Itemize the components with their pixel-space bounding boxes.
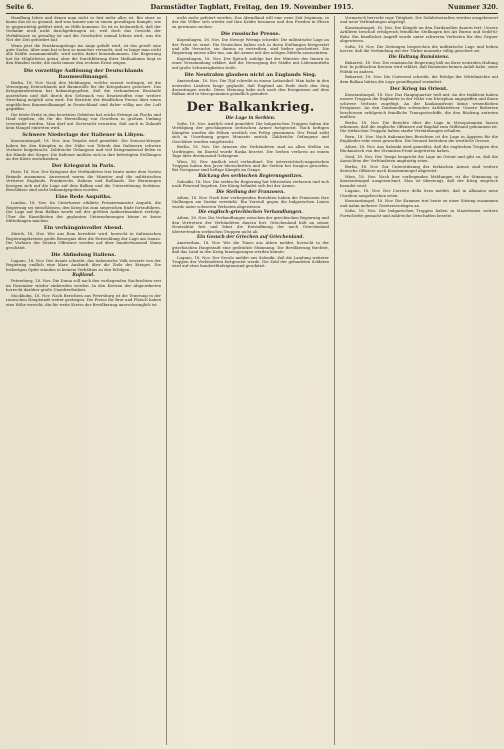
article-paragraph: Sofia, 18. Nov. Amtlich wird gemeldet: Die bulgarischen Truppen haben die Verfolgung der geschlagenen serbischen Armee fortgesetzt. Nach heftigen Kämpfen wurden die Höhen westlich von Prilep genommen. Der Feind zieht sich in Unordnung gegen Monastir zurück. Zahlreiche Gefangene und Geschütze wurden eingebracht. [172,120,329,144]
article-paragraph: Stockholm, 18. Nov. Nach Berichten aus Petersburg ist die Teuerung in der russischen Hauptstadt weiter gestiegen. Die Preise für Brot und Fleisch haben eine Höhe erreicht, die für weite Kreise der Bevölkerung unerschwinglich ist. [6,292,161,307]
article-paragraph: Vormarsch herrscht rege Tätigkeit. Die Zufahrtsstraßen werden ausgebessert und neue Verbindungen angelegt. [340,16,498,25]
section-headline: Rußland. [72,273,95,279]
article-paragraph: Genf, 18. Nov. Der Temps bespricht die Lage im Orient und gibt zu, daß die Aussichten der Verbündeten ungünstig seien. [340,154,498,164]
page-header [6,3,498,13]
article-paragraph: Bern, 18. Nov. Nach italienischen Berichten ist die Lage in Ägypten für die Engländer sehr ernst geworden. Die Senussi bedrohen die westliche Grenze. [340,134,498,144]
article-paragraph: Kopenhagen, 18. Nov. Der Rjetsch zufolge hat der Minister des Innern in einer Versammlung erklärt, daß die Versorgung der Städte mit Lebensmitteln auf große Schwierigkeiten stoße. [172,56,329,70]
column-2 [172,16,329,745]
article-paragraph: Konstantinopel, 18. Nov. Die Kämpfe an den Dardanellen dauern fort. Unsere Artillerie beschoß erfolgreich feindliche Stellungen bei Ari Burnu und Sedd-ül-Bahr. Ein feindlicher Angriff wurde unter schweren Verlusten für den Gegner abgewiesen. [340,25,498,44]
article-paragraph: Sofia, 18. Nov. Die Zeitungen besprechen die militärische Lage und heben hervor, daß die Verbindung mit der Türkei nunmehr völlig gesichert sei. [340,43,498,54]
section-headline: Schwere Niederlage der Italiener in Libyen. [22,132,145,139]
article-paragraph: Wien, 18. Nov. Nach hier vorliegenden Meldungen ist die Stimmung in Konstantinopel ausgezeichnet. Man ist überzeugt, daß der Krieg siegreich beendet wird. [340,174,498,188]
article-paragraph: Berlin, 18. Nov. Nach den Meldungen, welche zurzeit vorliegen, ist die Versorgung Deutschlands mit Baumwolle für die Kriegsdauer gesichert. Das Kriegsministerium hat bekanntgegeben, daß die vorhandenen Bestände ausreichen und daß durch den Gebrauch von Ersatzstoffen eine weitere Streckung möglich sein wird. Die Berichte der feindlichen Presse über einen angeblichen Baumwollmangel in Deutschland sind daher völlig aus der Luft gegriffen. [6,79,161,112]
section-headline: Der Balkankrieg. [186,99,315,115]
article-paragraph: Berlin, 18. Nov. Die Armeen der Verbündeten sind an allen Stellen im Vordringen. Im Ibartal wurde Raska besetzt. Die Serben verloren an einem Tage über dreitausend Gefangene. [172,144,329,158]
masthead-line: Darmstädter Tagblatt, Freitag, den 19. November 1915. [150,3,354,11]
section-headline: Die Lage in Serbien. [225,115,276,121]
section-headline: Der Krieg im Orient. [390,86,448,93]
article-paragraph: Bukarest, 18. Nov. Die rumänische Regierung hält an ihrer neutralen Haltung fest. In politischen Kreisen wird erklärt, daß Rumänien keinen Anlaß habe, seine Politik zu ändern. [340,59,498,74]
article-paragraph: Amsterdam, 18. Nov. Die Tijd schreibt in einem Leitartikel: Man habe in den neutralen Ländern lange geglaubt, daß England am Ende doch den Sieg davontragen werde. Diese Meinung habe sich nach den Ereignissen auf dem Balkan und in Mesopotamien gründlich geändert. [172,78,329,97]
section-headline: Die englisch-griechischen Verhandlungen. [198,210,303,216]
section-headline: Die Abfindung Italiens. [51,252,116,259]
column-divider [166,16,167,745]
article-paragraph: Wien, 18. Nov. Amtlich wird verlautbart: Die österreichisch-ungarischen Truppen haben den Javor überschritten und die Serben bei Ivanjica geworfen. Bei Novipazar sind heftige Kämpfe im Gange. [172,158,329,173]
article-paragraph: Wenn jetzt die Ernährungsfrage ins Auge gefaßt wird, ist das gewiß eine gute Sache. Aber man hat schon so manches versucht, und so lange man nicht alle Kräfte zusammenfaßt, wird nichts dabei herauskommen. Die Regierung hat ihr Möglichstes getan, aber die Durchführung ihrer Maßnahmen liegt in den Händen vieler, die nicht immer den rechten Ernst zeigen. [6,42,161,66]
article-paragraph: Paris, 18. Nov. Der Kriegsrat der Verbündeten trat heute unter dem Vorsitz Briands zusammen. Anwesend waren die Minister und die militärischen Vertreter Englands, Frankreichs, Italiens und Rußlands. Die Beratungen bezogen sich auf die Lage auf dem Balkan und die Unterstützung Serbiens. Beschlüsse sind nicht bekanntgegeben worden. [6,169,161,192]
article-paragraph: Lugano, 18. Nov. Der Avanti schreibt, das italienische Volk erwarte von der Regierung endlich eine klare Auskunft über die Ziele des Krieges. Die bisherigen Opfer ständen in keinem Verhältnis zu den Erfolgen. [6,258,161,272]
article-paragraph: Die letzte Ernte in den besetzten Gebieten hat reiche Erträge an Flachs und Hanf ergeben, die für die Herstellung von Geweben in großem Umfang verwendet werden. Man darf mit Zuversicht erwarten, daß auch in Zukunft kein Mangel eintreten wird. [6,111,161,130]
section-headline: Die russische Presse. [220,31,281,38]
section-headline: Der Kriegsrat in Paris. [51,163,116,170]
section-headline: Die Stellung der Franzosen. [216,189,285,195]
article-paragraph: Konstantinopel, 18. Nov. Die Kammer trat heute zu einer Sitzung zusammen und nahm mehrere Gesetzesvorlagen an. [340,198,498,208]
article-paragraph: Amsterdam, 18. Nov. Wie die Times aus Athen meldet, herrscht in der griechischen Hauptstadt eine gedrückte Stimmung. Die Bevölkerung fürchtet, daß das Land in den Krieg hineingezogen werden könnte. [172,240,329,254]
article-paragraph: Saloniki, 18. Nov. Die serbische Regierung hat Mitrowitza verlassen und sich nach Prisrend begeben. Der König befindet sich bei der Armee. [172,178,329,189]
article-paragraph: London, 18. Nov. Im Unterhause erklärte Premierminister Asquith, die Regierung sei entschlossen, den Krieg bis zum siegreichen Ende fortzuführen. Die Lage auf dem Balkan werde mit der größten Aufmerksamkeit verfolgt. Über die Einzelheiten der geplanten Unternehmungen könne er keine Mitteilungen machen. [6,200,161,223]
article-paragraph: Berlin, 18. Nov. Die Berichte über die Lage in Mesopotamien lassen erkennen, daß die englische Offensive auf Bagdad zum Stillstand gekommen ist. Die türkischen Truppen haben starke Verstärkungen erhalten. [340,119,498,134]
column-1 [6,16,161,745]
section-headline: Die vorzeitige Auflösung der Deutschlands Baumwollmangel. [23,67,144,80]
section-headline: Ein Gesuch der Griechen auf Griechenland. [196,235,305,241]
article-paragraph: nicht mehr gefeiert werden. Das Abendland will eine neue Zeit beginnen, in der die Völker sich wieder auf ihre Kräfte besinnen und den Frieden in Ehren zu gewinnen suchen. [172,16,329,29]
article-paragraph: Athen, 18. Nov. Nach hier vorliegenden Berichten haben die Franzosen ihre Stellungen am Vardar verstärkt. Ein Vorstoß gegen die bulgarischen Linien wurde unter schweren Verlusten abgewiesen. [172,194,329,209]
article-paragraph: Konstantinopel, 18. Nov. Aus Tripolis wird gemeldet: Die Senussi-Krieger haben bei den Kämpfen in der Nähe von Tobruk den Italienern schwere Verluste beigebracht. Zahlreiche Gefangene und viel Kriegsmaterial fielen in die Hände der Sieger. Die Italiener mußten sich in ihre befestigten Stellungen an der Küste zurückziehen. [6,138,161,161]
section-headline: Die Haltung Rumäniens. [388,54,450,60]
section-headline: Ein verhängnisvoller Abend. [43,225,124,232]
article-paragraph: Lugano, 18. Nov. Der Secolo meldet aus Saloniki, daß die Landung weiterer Truppen der Verbündeten fortgesetzt werde. Die Zahl der gelandeten Soldaten wird auf etwa hundertfünfzigtausend geschätzt. [172,254,329,269]
section-headline: Eine Rede Asquiths. [55,194,112,201]
section-headline: Rückzug des serbischen Regierungssitzes. [198,173,303,179]
article-paragraph: Zürich, 18. Nov. Wie aus Rom berichtet wird, herrscht in italienischen Regierungskreisen große Besorgnis über die Entwicklung der Lage am Isonzo. Die Verluste der letzten Offensive werden auf über hunderttausend Mann geschätzt. [6,231,161,250]
header-rule [6,13,498,14]
article-paragraph: Athen, 18. Nov. Aus Saloniki wird gemeldet, daß die englischen Truppen den Rückmarsch von der Strumitza-Front angetreten haben. [340,144,498,154]
column-divider [334,16,335,745]
page-number: Seite 6. [6,3,34,11]
column-3 [340,16,498,745]
issue-number: Nummer 320. [447,3,498,11]
article-paragraph: Sofia, 18. Nov. Die bulgarischen Truppen haben in Mazedonien weitere Fortschritte gemacht und zahlreiche Ortschaften besetzt. [340,208,498,218]
article-paragraph: Handlung leben und denen man nicht so fast mehr alles ist. Bei einer so kaum das ist so gesund, und was konnte uns in einem gewaltigen Kampfe, wie er gegenwärtig geführt wird, zu Hilfe kommen. So ist es bedauerlich, daß der Gedanke noch nicht durchgedrungen ist, weil doch das Gewicht der Verhältnisse so gewaltig ist und die Geschichte einmal lehren wird, was die Not der Zeit gefordert hat. [6,16,161,43]
article-paragraph: Kopenhagen, 18. Nov. Die Nowoje Wremja schreibt: Die militärische Lage an der Front ist ernst. Die Deutschen haben sich in ihren Stellungen festgesetzt und alle Versuche, sie daraus zu vertreiben, sind bisher gescheitert. Die Regierung müsse alles tun, um die Armee mit den nötigen Mitteln auszustatten. [172,37,329,56]
article-paragraph: Athen, 18. Nov. Die Verhandlungen zwischen der griechischen Regierung und den Vertretern der Verbündeten dauern fort. Griechenland hält an seiner Neutralität fest und lehnt die Entwaffnung der nach Griechenland übertretenden serbischen Truppen nicht ab. [172,215,329,234]
article-paragraph: Berlin, 18. Nov. Zur Unterstützung der türkischen Armee sind weitere deutsche Offiziere nach Konstantinopel abgereist. [340,164,498,174]
article-paragraph: Bukarest, 18. Nov. Die Universul schreibt, die Erfolge der Mittelmächte auf dem Balkan hätten die Lage grundlegend verändert. [340,74,498,84]
article-paragraph: Petersburg, 18. Nov. Die Duma soll nach den vorliegenden Nachrichten erst im Dezember wieder einberufen werden. In den Kreisen der Abgeordneten herrscht darüber große Unzufriedenheit. [6,278,161,293]
article-paragraph: Konstantinopel, 18. Nov. Das Hauptquartier teilt mit: An der Irakfront haben unsere Truppen die Engländer in der Nähe von Ktesiphon angegriffen und ihnen schwere Verluste zugefügt. An der Kaukasusfront keine wesentlichen Ereignisse. An den Dardanellen schwaches Artilleriefeuer. Unsere Batterien beschossen erfolgreich feindliche Transportschiffe, die den Rückzug antreten mußten. [340,92,498,120]
section-headline: Die Neutralen glauben nicht an Englands Sieg. [184,72,317,79]
article-paragraph: Lugano, 18. Nov. Der Corriere della Sera meldet, daß in Albanien neue Unruhen ausgebrochen seien. [340,188,498,198]
